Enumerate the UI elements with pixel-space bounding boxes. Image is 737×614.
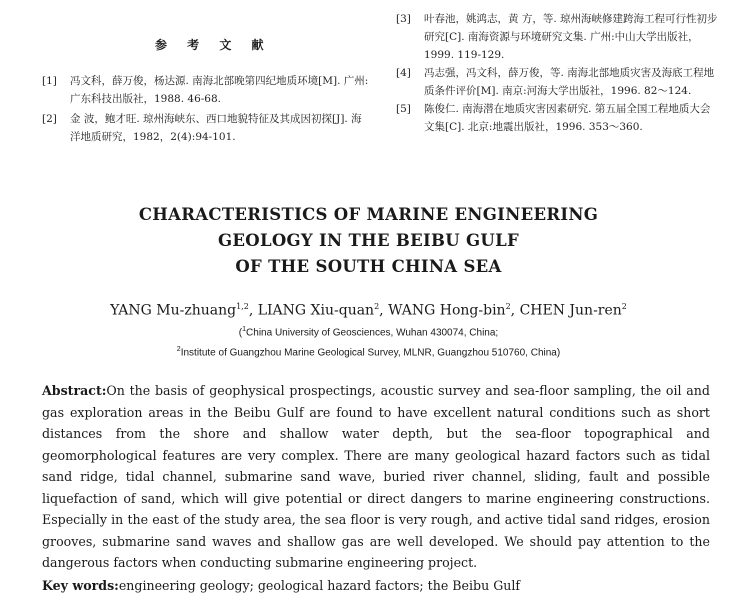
reference-number: [2]	[42, 113, 57, 125]
author-affiliation-mark: 2	[505, 302, 511, 311]
reference-text: 陈俊仁. 南海潜在地质灾害因素研究. 第五届全国工程地质大会文集[C]. 北京:地震出版社，1996. 353～360.	[424, 103, 711, 133]
author-name: CHEN Jun-ren	[519, 302, 622, 319]
title-line: CHARACTERISTICS OF MARINE ENGINEERING	[138, 205, 599, 224]
reference-item	[42, 72, 372, 108]
reference-item	[42, 110, 372, 146]
abstract-text: On the basis of geophysical prospectings, acoustic survey and sea-floor sampling, the oil and gas exploration areas in the Beibu Gulf are found to have excellent natural conditions such as short distances from the shore and shallow water depth, but the sea-floor topographical and geomorphological features are very complex. There are many geological hazard factors such as tidal sand ridge, tidal channel, submarine sand wave, buried river channel, sliding, fault and possible liquefaction of sand, which will give potential or direct dangers to marine engineering constructions. Especially in the east of the study area, the sea floor is very rough, and active tidal sand ridges, erosion grooves, submarine sand waves and shallow gas are well developed. We should pay attention to the dangerous factors when conducting submarine engineering project.	[42, 383, 710, 570]
keywords-text: engineering geology; geological hazard factors; the Beibu Gulf	[118, 578, 521, 593]
reference-number: [1]	[42, 75, 57, 87]
abstract-label: Abstract:	[42, 383, 107, 398]
reference-item	[396, 64, 718, 100]
reference-number: [3]	[396, 13, 411, 25]
title-line: GEOLOGY IN THE BEIBU GULF	[218, 231, 519, 250]
affiliation-line: ($^1$China University of Geosciences, Wuhan 430074, China;	[238, 326, 499, 339]
author-name: YANG Mu-zhuang	[110, 302, 237, 319]
author-list: YANG Mu-zhuang$^{1,2}$, LIANG Xiu-quan$^2$, WANG Hong-bin$^2$, CHEN Jun-ren$^2$	[110, 302, 627, 319]
reference-number: [4]	[396, 67, 411, 79]
author-name: WANG Hong-bin	[388, 302, 506, 319]
affiliation-line: $^2$Institute of Guangzhou Marine Geological Survey, MLNR, Guangzhou 510760, China)	[176, 346, 561, 359]
author-affiliation-mark: 1,2	[236, 302, 249, 311]
keywords	[42, 576, 710, 596]
title-line: OF THE SOUTH CHINA SEA	[235, 257, 502, 276]
abstract	[42, 380, 710, 574]
author-name: LIANG Xiu-quan	[257, 302, 375, 319]
paper-title	[0, 202, 737, 280]
reference-text: 冯文科，薛万俊，杨达源. 南海北部晚第四纪地质环境[M]. 广州:广东科技出版社，1988. 46-68.	[70, 75, 369, 105]
reference-item	[396, 100, 718, 136]
reference-text: 冯志强，冯文科，薛万俊，等. 南海北部地质灾害及海底工程地质条件评价[M]. 南京:河海大学出版社，1996. 82～124.	[424, 67, 715, 97]
reference-text: 金 波，鲍才旺. 琼州海峡东、西口地貌特征及其成因初探[J]. 海洋地质研究，1982，2(4):94-101.	[70, 113, 362, 143]
references-heading: 参 考 文 献	[155, 38, 272, 52]
reference-item	[396, 10, 718, 64]
author-affiliation-mark: 2	[621, 302, 627, 311]
reference-text: 叶春池，姚鸿志，黄 方，等. 琼州海峡修建跨海工程可行性初步研究[C]. 南海资源与环境研究文集. 广州:中山大学出版社，1999. 119-129.	[424, 13, 718, 61]
keywords-label: Key words:	[42, 578, 119, 593]
reference-number: [5]	[396, 103, 411, 115]
author-affiliation-mark: 2	[374, 302, 380, 311]
